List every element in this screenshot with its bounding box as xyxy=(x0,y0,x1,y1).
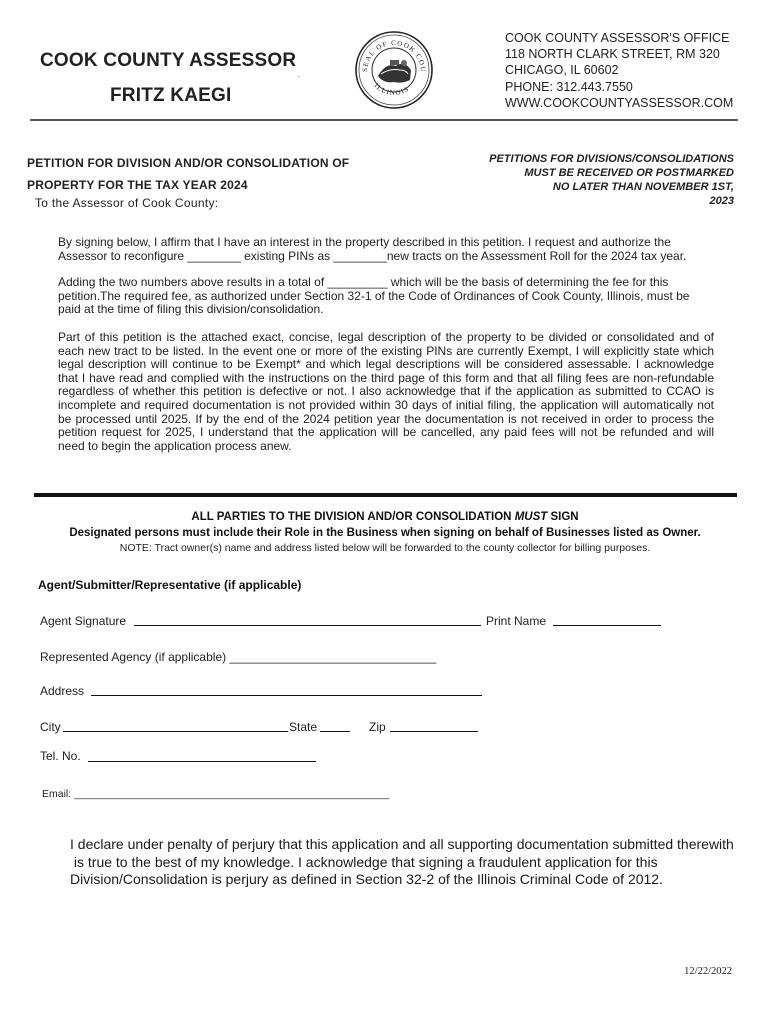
office-website: WWW.COOKCOUNTYASSESSOR.COM xyxy=(505,95,734,110)
agent-signature-label: Agent Signature xyxy=(40,614,127,628)
address-field[interactable] xyxy=(91,695,482,696)
office-name: COOK COUNTY ASSESSOR'S OFFICE xyxy=(505,31,730,45)
tel-label: Tel. No. xyxy=(40,749,81,763)
revision-date: 12/22/2022 xyxy=(684,966,732,977)
perjury-declaration xyxy=(70,836,740,889)
signing-heading-post: SIGN xyxy=(547,511,579,523)
header-divider xyxy=(30,119,738,121)
office-address-block xyxy=(505,30,733,111)
office-phone: PHONE: 312.443.7550 xyxy=(505,79,633,94)
city-label: City xyxy=(40,720,61,734)
petition-title-line2: PROPERTY FOR THE TAX YEAR 2024 xyxy=(27,178,248,192)
print-name-label: Print Name xyxy=(486,614,547,628)
deadline-line1: PETITIONS FOR DIVISIONS/CONSOLIDATIONS xyxy=(489,153,734,165)
state-label: State xyxy=(289,720,318,734)
declaration-line3: Division/Consolidation is perjury as defined in Section 32-2 of the Illinois Criminal Code of 2012. xyxy=(70,871,663,888)
state-field[interactable] xyxy=(320,731,350,732)
email-field[interactable]: Email: ______________________________________________________ xyxy=(42,788,390,800)
represented-agency-field[interactable]: Represented Agency (if applicable) _______________________________ xyxy=(40,650,437,664)
salutation: To the Assessor of Cook County: xyxy=(35,196,219,210)
section-divider xyxy=(34,493,737,497)
zip-label: Zip xyxy=(369,720,386,734)
petition-title xyxy=(27,152,349,196)
fee-paragraph: Adding the two numbers above results in a total of _________ which will be the basis of determining the fee for this petition.The required fee, as authorized under Section 32-1 of the Code of Ordinances of Cook County, Illinois, must be paid at the time of filing this division/consolidation. xyxy=(58,275,690,317)
print-name-field[interactable] xyxy=(553,625,661,626)
decorative-dot xyxy=(298,76,300,77)
office-city: CHICAGO, IL 60602 xyxy=(505,63,619,78)
zip-field[interactable] xyxy=(390,731,478,732)
deadline-notice xyxy=(440,152,734,208)
signing-heading-pre: ALL PARTIES TO THE DIVISION AND/OR CONSOLIDATION xyxy=(191,511,515,523)
county-seal-logo xyxy=(354,30,434,110)
signing-heading xyxy=(0,511,770,523)
billing-note: NOTE: Tract owner(s) name and address listed below will be forwarded to the county collector for billing purposes. xyxy=(119,542,651,554)
legal-description-paragraph: Part of this petition is the attached exact, concise, legal description of the property to be divided or consolidated and of each new tract to be listed. In the event one or more of the existing PINs are currently Exempt, I will explicitly state which legal description will continue to be Exempt* and which legal descriptions will be considered assessable. I acknowledge that I have read and complied with the instructions on the third page of this form and that all filing fees are non-refundable regardless of whether this petition is defective or not. I also acknowledge that if the application as submitted to CCAO is incomplete and required documentation is not provided within 30 days of initial filing, the application will automatically not be processed until 2025. If by the end of the 2024 petition year the documentation is not received in order to process the petition request for 2025, I understand that the application will be cancelled, any paid fees will not be refunded and will need to begin the application process anew. xyxy=(58,330,714,453)
declaration-line1: I declare under penalty of perjury that this application and all supporting documentation submitted therewith xyxy=(70,836,734,852)
petition-title-line1: PETITION FOR DIVISION AND/OR CONSOLIDATION OF xyxy=(27,156,350,170)
designated-persons-note: Designated persons must include their Role in the Business when signing on behalf of Businesses listed as Owner. xyxy=(69,527,701,539)
deadline-line3: NO LATER THAN NOVEMBER 1ST, xyxy=(552,181,734,193)
seal-top-text: SEAL OF COOK COU xyxy=(360,38,428,74)
assessor-title: COOK COUNTY ASSESSOR xyxy=(40,50,297,71)
city-field[interactable] xyxy=(63,731,288,732)
declaration-line2: is true to the best of my knowledge. I acknowledge that signing a fraudulent application for this xyxy=(70,853,658,870)
address-label: Address xyxy=(40,684,85,698)
svg-text:ILLINOIS xyxy=(373,82,411,97)
deadline-line2: MUST BE RECEIVED OR POSTMARKED xyxy=(524,167,734,179)
affirmation-paragraph: By signing below, I affirm that I have an interest in the property described in this petition. I request and authorize the Assessor to reconfigure ________ existing PINs as ________new tracts on the Assessment Roll for the 2024 tax year. xyxy=(58,235,687,263)
agent-signature-field[interactable] xyxy=(134,625,481,626)
assessor-name: FRITZ KAEGI xyxy=(110,85,232,106)
tel-field[interactable] xyxy=(88,761,316,762)
office-street: 118 NORTH CLARK STREET, RM 320 xyxy=(505,47,720,62)
agent-section-label: Agent/Submitter/Representative (if applicable) xyxy=(38,578,302,592)
seal-bottom-text: ILLINOIS xyxy=(372,81,411,97)
signing-heading-emph: MUST xyxy=(514,511,548,523)
deadline-line4: 2023 xyxy=(709,195,734,207)
